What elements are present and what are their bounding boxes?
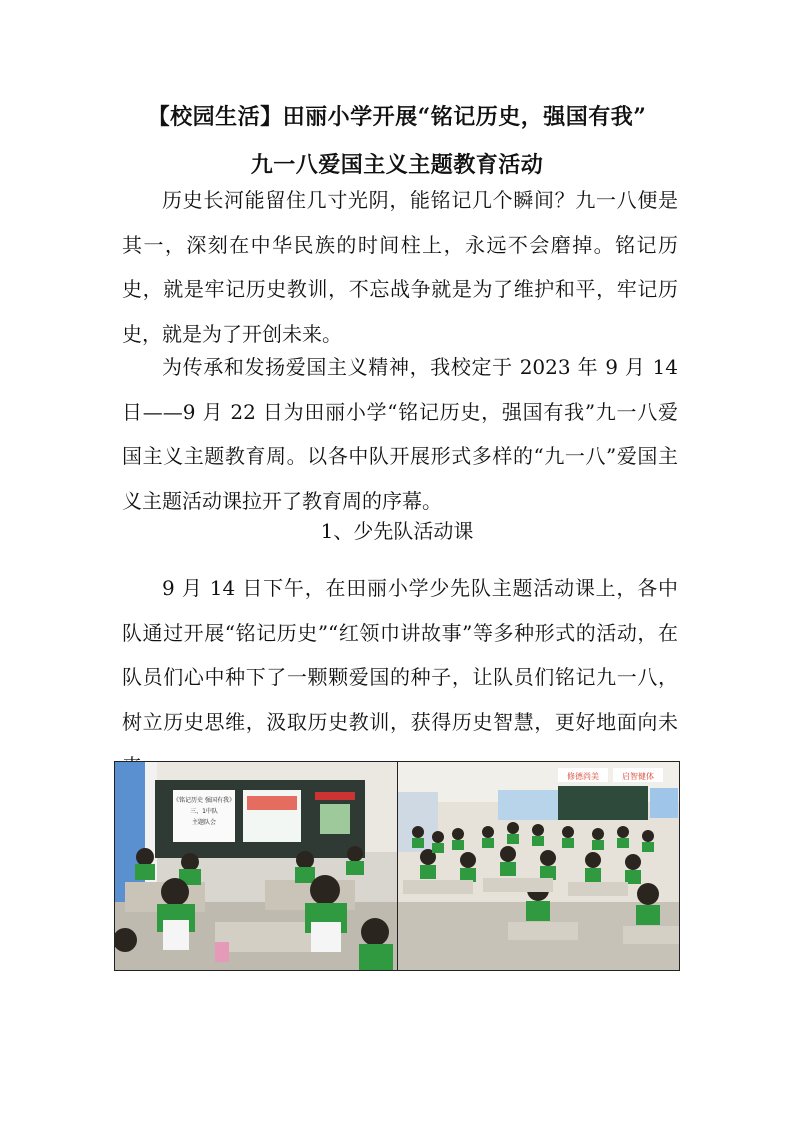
section-heading-pioneer-class: 1、少先队活动课 bbox=[320, 519, 474, 543]
screen-subtitle: 主题队会 bbox=[191, 819, 217, 826]
banner-right: 启智健体 bbox=[621, 772, 654, 781]
paragraph-event-week: 为传承和发扬爱国主义精神，我校定于 2023 年 9 月 14 日——9 月 22 日为田丽小学“铭记历史，强国有我”九一八爱国主义主题教育周。以各中队开展形式多样的“九一八”爱国主义主题活动课拉开了教育周的序幕。 bbox=[122, 355, 678, 513]
banner-left: 修德尚美 bbox=[566, 772, 599, 781]
article-title-line1: 【校园生活】田丽小学开展“铭记历史，强国有我” bbox=[147, 104, 647, 130]
classroom-photo-left bbox=[115, 762, 398, 970]
classroom-photo-right bbox=[398, 762, 680, 970]
photo-row bbox=[114, 761, 680, 971]
paragraph-class-activity: 9 月 14 日下午，在田丽小学少先队主题活动课上，各中队通过开展“铭记历史”“红领巾讲故事”等多种形式的活动，在队员们心中种下了一颗颗爱国的种子，让队员们铭记九一八，树立历史思维，汲取历史教训，获得历史智慧，更好地面向未 bbox=[122, 576, 678, 734]
paragraph-intro: 历史长河能留住几寸光阴，能铭记几个瞬间？九一八便是其一，深刻在中华民族的时间柱上，永远不会磨掉。铭记历史，就是牢记历史教训，不忘战争就是为了维护和平，牢记历史，就是为了开创未来。 bbox=[122, 188, 678, 346]
screen-title: 《铭记历史 强国有我》 bbox=[173, 797, 235, 804]
article-title-line2: 九一八爱国主义主题教育活动 bbox=[250, 152, 544, 178]
screen-class: 三、1中队 bbox=[190, 808, 218, 815]
